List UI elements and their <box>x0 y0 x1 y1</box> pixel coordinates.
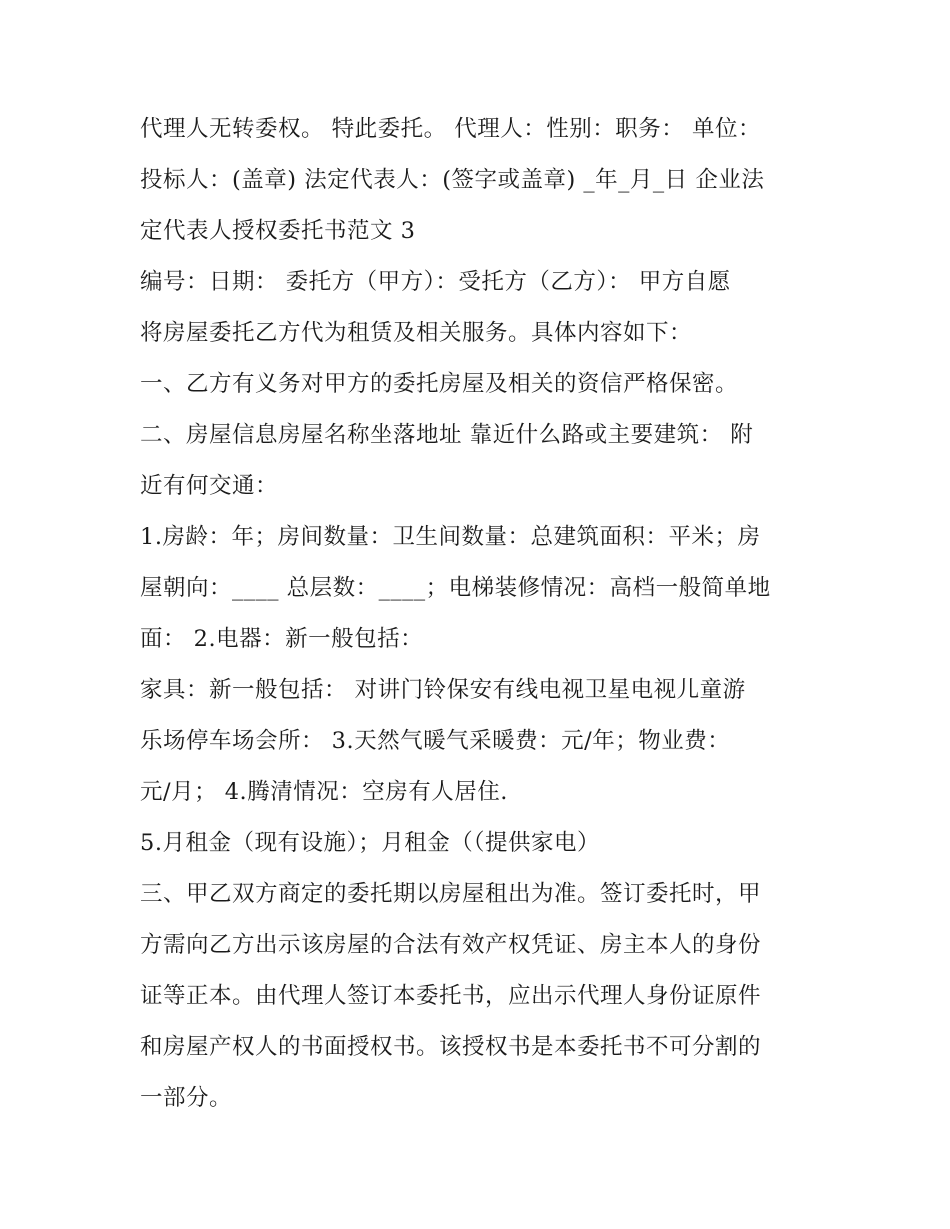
text-line-17: 方需向乙方出示该房屋的合法有效产权凭证、房主本人的身份 <box>140 932 762 958</box>
text-line-15: 5.月租金（现有设施）；月租金（（提供家电） <box>140 830 600 856</box>
text-line-12: 家具：新一般包括： 对讲门铃保安有线电视卫星电视儿童游 <box>140 677 746 703</box>
text-line-16: 三、甲乙双方商定的委托期以房屋租出为准。签订委托时，甲 <box>140 881 762 907</box>
text-line-13: 乐场停车场会所： 3.天然气暖气采暖费：元/年；物业费： <box>140 728 731 754</box>
text-line-10: 屋朝向：____ 总层数：____；电梯装修情况：高档一般简单地 <box>140 575 771 601</box>
text-line-2: 投标人：(盖章) 法定代表人：(签字或盖章) _年_月_日 企业法 <box>140 167 765 193</box>
document-body <box>140 104 820 1124</box>
text-line-6: 一、乙方有义务对甲方的委托房屋及相关的资信严格保密。 <box>140 371 739 397</box>
text-line-7: 二、房屋信息房屋名称坐落地址 靠近什么路或主要建筑： 附 <box>140 422 754 448</box>
text-line-11: 面： 2.电器：新一般包括： <box>140 626 424 652</box>
text-line-4: 编号：日期： 委托方（甲方）：受托方（乙方）： 甲方自愿 <box>140 269 731 295</box>
text-line-1: 代理人无转委权。 特此委托。 代理人：性别：职务： 单位： <box>140 116 761 142</box>
text-line-20: 一部分。 <box>140 1085 233 1111</box>
text-line-3: 定代表人授权委托书范文 3 <box>140 218 416 244</box>
text-line-8: 近有何交通： <box>140 473 279 499</box>
text-line-5: 将房屋委托乙方代为租赁及相关服务。具体内容如下： <box>140 320 693 346</box>
text-line-18: 证等正本。由代理人签订本委托书，应出示代理人身份证原件 <box>140 983 762 1009</box>
text-line-19: 和房屋产权人的书面授权书。该授权书是本委托书不可分割的 <box>140 1034 762 1060</box>
text-line-14: 元/月； 4.腾清情况：空房有人居住. <box>140 779 508 805</box>
text-line-9: 1.房龄：年；房间数量：卫生间数量：总建筑面积：平米；房 <box>140 524 761 550</box>
